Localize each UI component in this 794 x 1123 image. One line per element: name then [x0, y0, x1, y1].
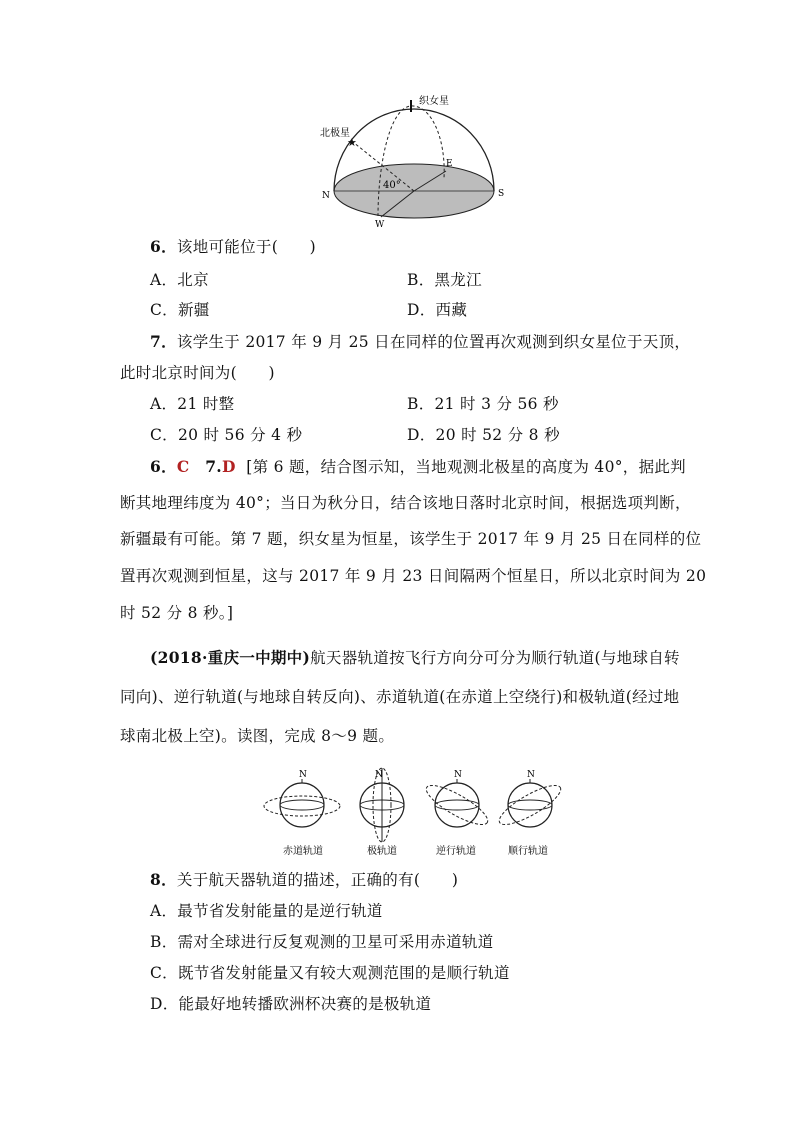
- option-text: 21 时整: [177, 395, 235, 413]
- intro-source: (2018·重庆一中期中): [150, 648, 311, 667]
- answer-explanation-start: [第 6 题，结合图示知，当地观测北极星的高度为 40°，据此判: [246, 458, 686, 476]
- vega-label: 织女星: [419, 96, 449, 107]
- answer-line3: 新疆最有可能。第 7 题，织女星为恒星，该学生于 2017 年 9 月 25 日在同样的位: [120, 530, 702, 548]
- celestial-sphere-diagram: [318, 92, 518, 232]
- option-text: 能最好地转播欧洲杯决赛的是极轨道: [178, 995, 432, 1013]
- option-text: 北京: [177, 271, 209, 289]
- q8-option-a: [150, 901, 383, 921]
- q8-option-b: [150, 932, 494, 952]
- q7-number: 7．: [150, 332, 177, 351]
- option-text: 既节省发射能量又有较大观测范围的是顺行轨道: [177, 964, 510, 982]
- option-letter: C．: [150, 301, 178, 319]
- option-text: 20 时 52 分 8 秒: [435, 426, 560, 444]
- q6-stem: [150, 237, 316, 257]
- q6-option-d: [407, 300, 467, 320]
- answer-line4: 置再次观测到恒星，这与 2017 年 9 月 23 日间隔两个恒星日，所以北京时间为 20: [120, 567, 707, 585]
- equatorial-orbit-figure: [264, 770, 340, 857]
- angle-label: 40°: [383, 180, 401, 191]
- option-text: 20 时 56 分 4 秒: [177, 426, 303, 444]
- option-letter: D．: [150, 995, 179, 1013]
- polaris-star-icon: ★: [347, 136, 357, 149]
- answer-6: C: [176, 457, 190, 476]
- option-letter: D．: [407, 426, 436, 444]
- answer-line1: [150, 457, 686, 477]
- q6-number: 6．: [150, 237, 177, 256]
- option-letter: B．: [407, 271, 435, 289]
- answer-line2: 断其地理纬度为 40°；当日为秋分日，结合该地日落时北京时间，根据选项判断，: [120, 494, 691, 512]
- q8-stem: [150, 870, 458, 890]
- orbit-caption: 极轨道: [367, 846, 397, 857]
- north-label: N: [299, 770, 307, 780]
- option-letter: A．: [150, 395, 178, 413]
- q6-option-c: [150, 300, 210, 320]
- option-text: 西藏: [435, 301, 468, 319]
- option-text: 需对全球进行反复观测的卫星可采用赤道轨道: [177, 933, 494, 951]
- q6-option-b: [407, 270, 482, 290]
- north-label: N: [527, 770, 535, 780]
- option-letter: C．: [150, 426, 178, 444]
- option-letter: A．: [150, 902, 178, 920]
- answer-prefix-7: 7.: [205, 457, 222, 476]
- q7-option-c: [150, 425, 302, 445]
- intro-text: 航天器轨道按飞行方向分可分为顺行轨道(与地球自转: [310, 649, 680, 667]
- option-letter: B．: [407, 395, 435, 413]
- polaris-label: 北极星: [320, 128, 350, 139]
- option-text: 21 时 3 分 56 秒: [434, 395, 559, 413]
- option-text: 黑龙江: [434, 271, 482, 289]
- answer-prefix-6: 6．: [150, 457, 177, 476]
- q7-option-a: [150, 394, 234, 414]
- option-letter: A．: [150, 271, 178, 289]
- orbit-caption: 逆行轨道: [436, 846, 476, 857]
- q8-stem-text: 关于航天器轨道的描述，正确的有( ): [176, 871, 459, 889]
- north-label: N: [375, 770, 383, 780]
- west-label: W: [375, 220, 385, 230]
- intro-line2: 同向)、逆行轨道(与地球自转反向)、赤道轨道(在赤道上空绕行)和极轨道(经过地: [120, 688, 680, 706]
- intro-line1: [150, 648, 680, 668]
- q8-option-c: [150, 963, 510, 983]
- q6-stem-text: 该地可能位于( ): [176, 238, 316, 256]
- option-letter: C．: [150, 964, 178, 982]
- q7-stem-text: 该学生于 2017 年 9 月 25 日在同样的位置再次观测到织女星位于天顶，: [176, 333, 691, 351]
- q6-option-a: [150, 270, 209, 290]
- orbit-diagrams: [258, 762, 568, 862]
- retrograde-orbit-figure: [422, 770, 493, 857]
- intro-line3: 球南北极上空)。读图，完成 8～9 题。: [120, 727, 395, 745]
- q7-stem-line2: 此时北京时间为( ): [120, 364, 275, 382]
- east-label: E: [446, 159, 453, 169]
- option-text: 最节省发射能量的是逆行轨道: [177, 902, 383, 920]
- orbit-caption: 顺行轨道: [508, 846, 548, 857]
- q7-option-b: [407, 394, 559, 414]
- orbit-caption: 赤道轨道: [283, 846, 323, 857]
- answer-line5: 时 52 分 8 秒。]: [120, 604, 234, 622]
- south-label: S: [498, 189, 505, 199]
- q8-number: 8．: [150, 870, 177, 889]
- prograde-orbit-figure: [495, 770, 566, 857]
- option-letter: D．: [407, 301, 436, 319]
- polar-orbit-figure: [360, 768, 404, 857]
- option-letter: B．: [150, 933, 178, 951]
- q7-option-d: [407, 425, 560, 445]
- north-label: N: [322, 191, 330, 201]
- option-text: 新疆: [177, 301, 210, 319]
- north-label: N: [454, 770, 462, 780]
- answer-7: D: [222, 457, 236, 476]
- q7-stem-line1: [150, 332, 690, 352]
- q8-option-d: [150, 994, 431, 1014]
